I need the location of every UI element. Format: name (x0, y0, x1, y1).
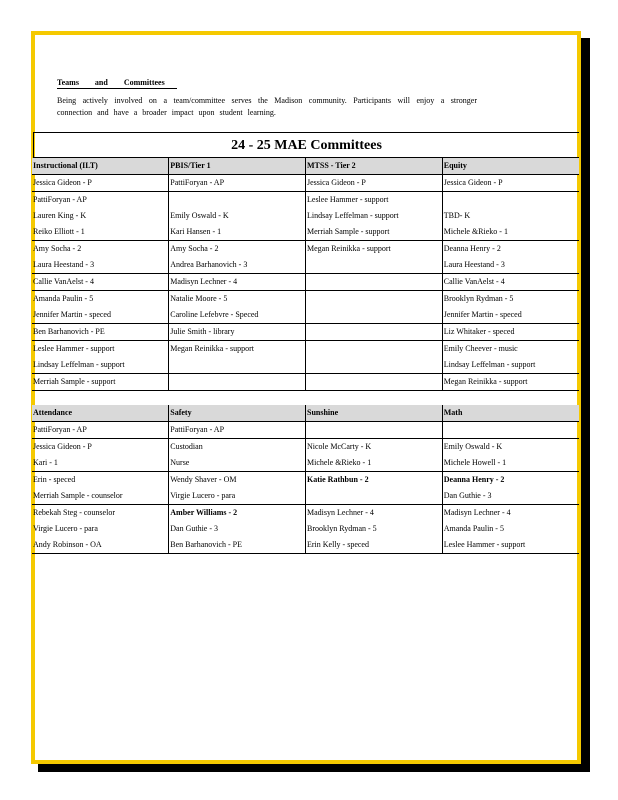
table-cell (306, 307, 443, 324)
table-row (32, 422, 579, 439)
table-cell: Amy Socha - 2 (169, 241, 306, 258)
table-row (32, 521, 579, 537)
table-cell: Madisyn Lechner - 4 (169, 274, 306, 291)
table-cell (306, 324, 443, 341)
header-row (32, 405, 579, 422)
table-cell: Dan Guthie - 3 (169, 521, 306, 537)
table-cell (442, 192, 579, 209)
table-cell: Megan Reinikka - support (306, 241, 443, 258)
table-cell (169, 192, 306, 209)
table-cell: Lindsay Leffelman - support (442, 357, 579, 374)
table-cell: Erin - speced (33, 475, 76, 484)
table-cell: Emily Oswald - K (169, 208, 306, 224)
table-cell: Callie VanAelst - 4 (32, 274, 169, 291)
table-cell: PattiForyan - AP (33, 195, 87, 204)
table-cell (169, 374, 306, 391)
table-cell: Laura Heestand - 3 (442, 257, 579, 274)
table-cell: Ben Barhanovich - PE (169, 537, 306, 554)
table-cell: Madisyn Lechner - 4 (306, 505, 443, 522)
table-cell (306, 274, 443, 291)
table-cell (306, 341, 443, 358)
table-cell: Lindsay Leffelman - support (32, 357, 169, 374)
table-cell: Merriah Sample - counselor (32, 488, 169, 505)
table-cell: Amber Williams - 2 (169, 505, 306, 522)
committees-title-bar (33, 132, 579, 158)
table-cell (306, 257, 443, 274)
table-cell: Megan Reinikka - support (169, 341, 306, 358)
table-cell (306, 291, 443, 308)
table-cell: Julie Smith - library (169, 324, 306, 341)
table-cell: TBD- K (442, 208, 579, 224)
table-row (32, 224, 579, 241)
table-cell: Jessica Gideon - P (442, 175, 579, 192)
table-cell: Wendy Shaver - OM (169, 472, 306, 489)
table-cell: Deanna Henry - 2 (442, 472, 579, 489)
table-cell: Andy Robinson - OA (32, 537, 169, 554)
table-row (32, 307, 579, 324)
committees-table-1 (32, 158, 579, 391)
table-cell: Laura Heestand - 3 (32, 257, 169, 274)
table-cell: Brooklyn Rydman - 5 (442, 291, 579, 308)
column-header: Math (442, 405, 579, 422)
table-cell (442, 422, 579, 439)
table-cell (306, 357, 443, 374)
table-cell: Amy Socha - 2 (33, 244, 82, 253)
document-page (31, 31, 581, 764)
table-cell: Jennifer Martin - speced (442, 307, 579, 324)
table-cell: Liz Whitaker - speced (442, 324, 579, 341)
table-row (32, 357, 579, 374)
table-cell: PattiForyan - AP (169, 175, 306, 192)
table-cell: Ben Barhanovich - PE (32, 324, 169, 341)
table-row (32, 241, 579, 258)
table-row (32, 192, 579, 209)
table-row (32, 175, 579, 192)
header-row (32, 158, 579, 175)
table-cell: Kari Hansen - 1 (169, 224, 306, 241)
table-row (32, 537, 579, 554)
column-header: Equity (442, 158, 579, 175)
table-row (32, 472, 579, 489)
table-cell (306, 374, 443, 391)
table-cell: Jessica Gideon - P (306, 175, 443, 192)
table-row (32, 374, 579, 391)
table-cell: Callie VanAelst - 4 (442, 274, 579, 291)
table-cell: Rebekah Steg - counselor (33, 508, 115, 517)
table-cell: Emily Cheever - music (442, 341, 579, 358)
table-cell: Leslee Hammer - support (306, 192, 443, 209)
table-row (32, 257, 579, 274)
table-cell: Nicole McCarty - K (306, 439, 443, 456)
table-cell: Brooklyn Rydman - 5 (306, 521, 443, 537)
table-cell: Katie Rathbun - 2 (306, 472, 443, 489)
table-row (32, 208, 579, 224)
table-cell: Amanda Paulin - 5 (442, 521, 579, 537)
table-cell: Deanna Henry - 2 (442, 241, 579, 258)
table-cell: Jessica Gideon - P (32, 175, 169, 192)
table-cell: Kari - 1 (32, 455, 169, 472)
table-cell: Dan Guthie - 3 (442, 488, 579, 505)
table-row (32, 455, 579, 472)
table-cell: Leslee Hammer - support (33, 344, 115, 353)
table-cell: Nurse (169, 455, 306, 472)
table-cell: Reiko Elliott - 1 (32, 224, 169, 241)
table-cell: Natalie Moore - 5 (169, 291, 306, 308)
table-cell: Caroline Lefebvre - Speced (169, 307, 306, 324)
table-cell: Leslee Hammer - support (442, 537, 579, 554)
table-cell: Virgie Lucero - para (33, 524, 98, 533)
table-cell: Custodian (169, 439, 306, 456)
table-cell: Michele &Rieko - 1 (442, 224, 579, 241)
table-cell: Lindsay Leffelman - support (306, 208, 443, 224)
column-header: PBIS/Tier 1 (169, 158, 306, 175)
table-row (32, 274, 579, 291)
table-cell: Emily Oswald - K (442, 439, 579, 456)
table-cell: Amanda Paulin - 5 (33, 294, 94, 303)
table-cell: Michele &Rieko - 1 (306, 455, 443, 472)
intro-heading: Teams and Committees (57, 77, 177, 89)
table-row (32, 324, 579, 341)
table-cell: Michele Howell - 1 (442, 455, 579, 472)
committees-title: 24 - 25 MAE Committees (231, 138, 382, 153)
table-cell: Merriah Sample - support (306, 224, 443, 241)
table-cell: Jennifer Martin - speced (32, 307, 169, 324)
table-cell: Megan Reinikka - support (442, 374, 579, 391)
table-cell (169, 357, 306, 374)
table-cell: Merriah Sample - support (32, 374, 169, 391)
table-row (32, 488, 579, 505)
column-header: Instructional (ILT) (32, 158, 169, 175)
table-row (32, 505, 579, 522)
table-row (32, 291, 579, 308)
table-cell: PattiForyan - AP (32, 422, 169, 439)
table-cell: Erin Kelly - speced (306, 537, 443, 554)
column-header: Attendance (32, 405, 169, 422)
table-row (32, 439, 579, 456)
table-cell: PattiForyan - AP (169, 422, 306, 439)
table-cell: Andrea Barhanovich - 3 (169, 257, 306, 274)
column-header: Sunshine (306, 405, 443, 422)
intro-text: Being actively involved on a team/committee serves the Madison community. Participants will enjoy a stronger connection and have a broader impact upon student learning. (57, 96, 477, 117)
table-row (32, 341, 579, 358)
table-cell (306, 488, 443, 505)
table-cell: Jessica Gideon - P (33, 442, 92, 451)
column-header: Safety (169, 405, 306, 422)
table-cell: Madisyn Lechner - 4 (442, 505, 579, 522)
table-cell (306, 422, 443, 439)
committees-table-2 (32, 405, 579, 554)
column-header: MTSS - Tier 2 (306, 158, 443, 175)
table-cell: Lauren King - K (33, 211, 87, 220)
table-cell: Virgie Lucero - para (169, 488, 306, 505)
